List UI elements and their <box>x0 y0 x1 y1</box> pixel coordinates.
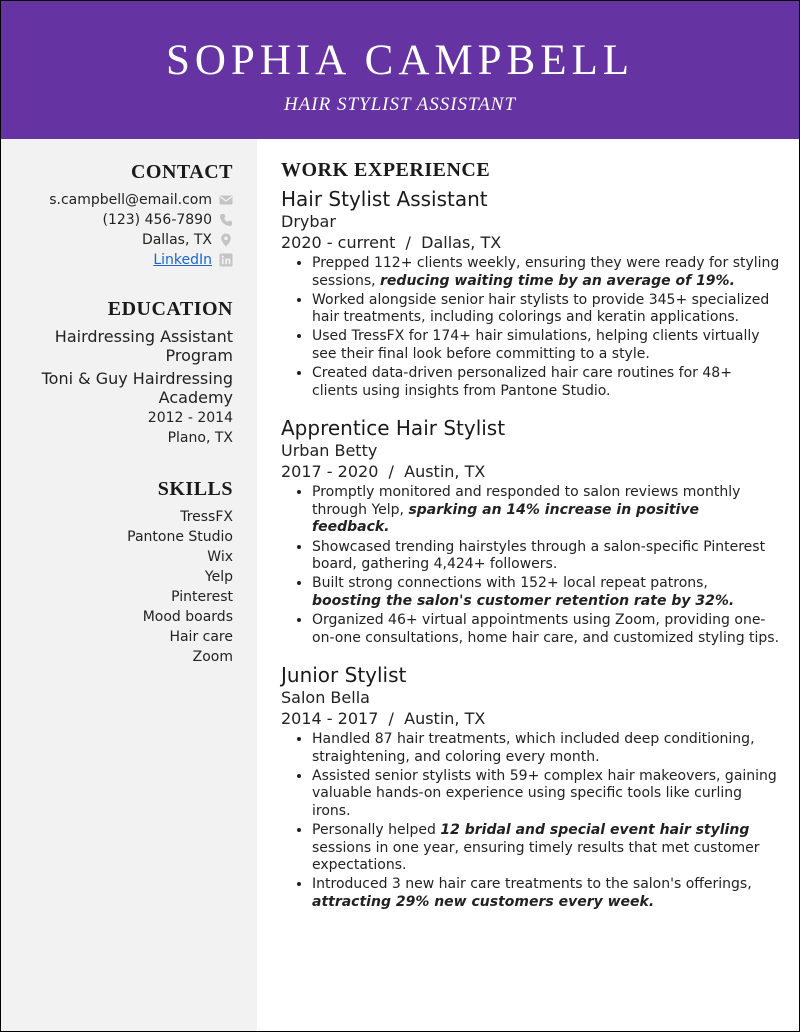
job-dates-location: 2020 - current / Dallas, TX <box>281 233 502 252</box>
bullet-item: • Created data-driven personalized hair care routines for 48+ clients using insights from Pantone Studio. <box>312 365 781 400</box>
candidate-title: HAIR STYLIST ASSISTANT <box>283 94 517 115</box>
skill-item: Hair care <box>169 629 233 645</box>
job-entry <box>281 187 781 400</box>
email-text[interactable]: s.campbell@email.com <box>49 192 212 208</box>
bullet-item: • Promptly monitored and responded to salon reviews monthly through Yelp, sparking an 14% increase in positive feedback. <box>312 484 781 537</box>
bullet-item: • Used TressFX for 174+ hair simulations, helping clients virtually see their final look before committing to a style. <box>312 328 781 363</box>
job-dates-location: 2014 - 2017 / Austin, TX <box>281 709 486 729</box>
education-years: 2012 - 2014 <box>147 410 233 426</box>
job-bullets <box>281 731 781 911</box>
linkedin-link[interactable]: LinkedIn <box>153 252 212 268</box>
bullet-item: • Prepped 112+ clients weekly, ensuring they were ready for styling sessions, reducing waiting time by an average of 19%. <box>312 255 781 290</box>
school-line-2: Academy <box>158 388 233 407</box>
work-experience-heading: WORK EXPERIENCE <box>281 159 491 181</box>
contact-heading: CONTACT <box>130 161 233 183</box>
location-text: Dallas, TX <box>141 232 212 248</box>
job-title: Junior Stylist <box>281 663 407 688</box>
job-bullets <box>281 484 781 647</box>
main-content <box>281 139 781 913</box>
school-line-1: Toni & Guy Hairdressing <box>41 369 233 388</box>
education-location: Plano, TX <box>167 430 233 446</box>
contact-location <box>1 230 233 250</box>
job-title: Apprentice Hair Stylist <box>281 416 506 441</box>
bullet-item: • Personally helped 12 bridal and special event hair styling sessions in one year, ensuring timely results that met customer expectations. <box>312 822 781 875</box>
bullet-item: • Introduced 3 new hair care treatments to the salon's offerings, attracting 29% new customers every week. <box>312 876 781 911</box>
job-bullets <box>281 255 781 400</box>
skill-item: Zoom <box>192 649 233 665</box>
bullet-item: • Built strong connections with 152+ local repeat patrons, boosting the salon's customer retention rate by 32%. <box>312 575 781 610</box>
skill-item: TressFX <box>180 509 233 525</box>
degree-line-2: Program <box>165 346 233 365</box>
skill-item: Mood boards <box>142 609 233 625</box>
bullet-item: • Showcased trending hairstyles through a salon-specific Pinterest board, gathering 4,424+ followers. <box>312 539 781 574</box>
job-entry <box>281 416 781 647</box>
sidebar <box>1 139 257 1031</box>
job-dates-location: 2017 - 2020 / Austin, TX <box>281 462 486 482</box>
contact-linkedin <box>1 250 233 270</box>
bullet-item: • Assisted senior stylists with 59+ complex hair makeovers, gaining valuable hands-on experience using specific tools like curling irons. <box>312 768 781 821</box>
skills-list <box>1 507 233 667</box>
bullet-item: • Handled 87 hair treatments, which included deep conditioning, straightening, and coloring every month. <box>312 731 781 766</box>
phone-text[interactable]: (123) 456-7890 <box>102 212 212 228</box>
bullet-item: • Worked alongside senior hair stylists to provide 345+ specialized hair treatments, including colorings and keratin applications. <box>312 292 781 327</box>
skill-item: Pinterest <box>171 589 233 605</box>
company-name: Urban Betty <box>281 441 378 461</box>
contact-email <box>1 190 233 210</box>
bullet-item: • Organized 46+ virtual appointments using Zoom, providing one-on-one consultations, home hair care, and customized styling tips. <box>312 612 781 647</box>
degree-line-1: Hairdressing Assistant <box>54 327 233 346</box>
envelope-icon <box>219 193 233 207</box>
candidate-name: SOPHIA CAMPBELL <box>165 37 635 84</box>
job-title: Hair Stylist Assistant <box>281 187 488 211</box>
map-pin-icon <box>219 233 233 247</box>
phone-icon <box>219 213 233 227</box>
education-entry <box>1 327 233 448</box>
header <box>1 1 799 139</box>
skill-item: Wix <box>207 549 233 565</box>
company-name: Drybar <box>281 212 336 231</box>
job-entry <box>281 663 781 911</box>
company-name: Salon Bella <box>281 688 370 708</box>
contact-phone <box>1 210 233 230</box>
skills-heading: SKILLS <box>157 478 233 500</box>
skill-item: Pantone Studio <box>127 529 233 545</box>
linkedin-icon <box>219 253 233 267</box>
education-heading: EDUCATION <box>107 298 233 320</box>
skill-item: Yelp <box>204 569 233 585</box>
